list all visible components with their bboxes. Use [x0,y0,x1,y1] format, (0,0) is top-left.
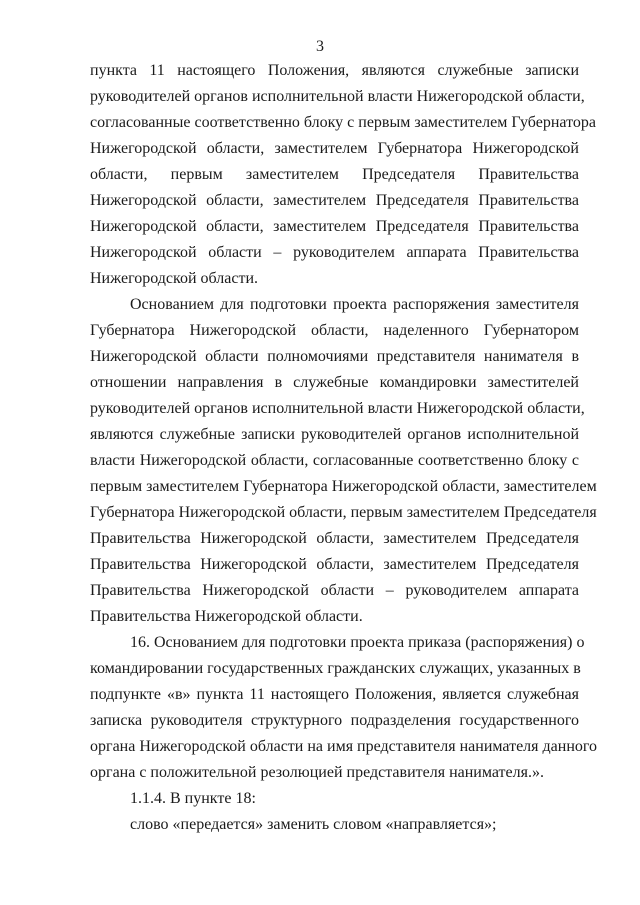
text-line: Правительства Нижегородской области – руководителем аппарата [90,582,579,599]
text-line: первым заместителем Губернатора Нижегородской области, заместителем [90,478,597,495]
text-line: 16. Основанием для подготовки проекта приказа (распоряжения) о [130,634,585,651]
text-line: слово «передается» заменить словом «направляется»; [130,816,497,833]
text-line: записка руководителя структурного подразделения государственного [90,712,579,729]
text-line: органа Нижегородской области на имя представителя нанимателя данного [90,738,598,755]
paragraph-2 [90,292,597,630]
text-line: отношении направления в служебные командировки заместителей [90,374,579,391]
text-line: Нижегородской области полномочиями представителя нанимателя в [90,348,579,365]
paragraph-5 [90,812,579,838]
paragraph-1 [90,58,596,292]
text-line: Нижегородской области, заместителем Председателя Правительства [90,192,579,209]
paragraph-3 [90,630,598,786]
text-line: Правительства Нижегородской области, заместителем Председателя [90,530,579,547]
text-line: руководителей органов исполнительной власти Нижегородской области, [90,400,585,417]
text-line: области, первым заместителем Председателя Правительства [90,166,579,183]
text-line: являются служебные записки руководителей органов исполнительной [90,426,579,443]
text-line: органа с положительной резолюцией представителя нанимателя.». [90,764,544,781]
text-line: Губернатора Нижегородской области, наделенного Губернатором [90,322,579,339]
text-line: Нижегородской области. [90,270,259,287]
text-line: Губернатора Нижегородской области, первым заместителем Председателя [90,504,597,521]
text-line: командировании государственных гражданских служащих, указанных в [90,660,581,677]
text-line: 1.1.4. В пункте 18: [130,790,256,807]
document-body [90,58,598,838]
text-line: согласованные соответственно блоку с первым заместителем Губернатора [90,114,596,131]
text-line: Нижегородской области, заместителем Губернатора Нижегородской [90,140,579,157]
paragraph-4 [90,786,579,812]
text-line: пункта 11 настоящего Положения, являются служебные записки [90,62,579,79]
text-line: руководителей органов исполнительной власти Нижегородской области, [90,88,585,105]
text-line: Основанием для подготовки проекта распоряжения заместителя [130,296,579,313]
text-line: Правительства Нижегородской области, заместителем Председателя [90,556,579,573]
text-line: власти Нижегородской области, согласованные соответственно блоку с [90,452,579,469]
text-line: Нижегородской области – руководителем аппарата Правительства [90,244,579,261]
text-line: подпункте «в» пункта 11 настоящего Положения, является служебная [90,686,579,703]
text-line: Нижегородской области, заместителем Председателя Правительства [90,218,579,235]
text-line: Правительства Нижегородской области. [90,608,363,625]
page-number: 3 [316,38,324,55]
